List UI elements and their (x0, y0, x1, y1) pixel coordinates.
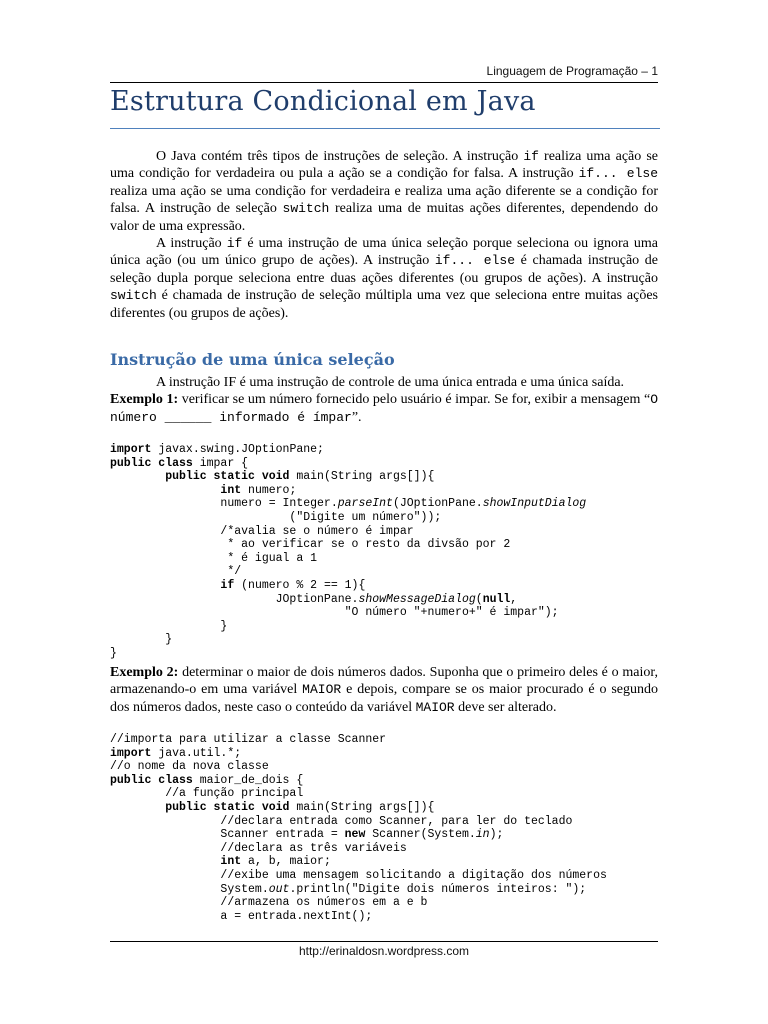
code-line (110, 855, 331, 868)
code-line (110, 470, 434, 483)
code-line (110, 801, 434, 814)
code-token: //exibe uma mensagem solicitando a digitação dos números (110, 868, 607, 882)
code-token: /*avalia se o número é impar (110, 524, 414, 538)
section-intro-paragraph: A instrução IF é uma instrução de controle de uma única entrada e uma única saída. (156, 375, 625, 390)
code-token: (JOptionPane. (392, 497, 483, 511)
inline-code: if (226, 236, 243, 252)
intro-paragraph-1 (110, 148, 658, 235)
text-run: e depois, compare se os maior procurado é o segundo dos números dados, neste caso o conteúdo da variável (110, 682, 659, 715)
code-line (110, 647, 117, 660)
text-run: realiza uma ação se uma condição for verdadeira e realiza uma ação diferente se a condição for falsa. A instrução de seleção (110, 183, 658, 217)
code-token: javax.swing.JOptionPane; (151, 443, 324, 456)
inline-code: MAIOR (302, 682, 342, 698)
code-token (110, 579, 220, 592)
code-token: a, b, maior; (241, 855, 331, 869)
code-token: ); (489, 828, 504, 842)
code-line (110, 579, 365, 592)
code-token (110, 801, 165, 814)
inline-code: MAIOR (415, 699, 455, 715)
code-token: //a função principal (110, 787, 304, 801)
code-token: ( (475, 592, 483, 606)
text-run: A instrução (156, 236, 227, 252)
code-token: */ (110, 565, 242, 579)
code-line (110, 883, 586, 896)
text-run: ”. (351, 409, 362, 425)
code-token: import (110, 443, 152, 456)
code-line (110, 896, 427, 909)
code-line (110, 457, 248, 470)
text-run: é chamada instrução de seleção dupla porque seleciona entre duas ações diferentes (ou grupos de ações). A instrução (110, 253, 659, 286)
code-line (110, 484, 296, 497)
code-line (110, 538, 510, 551)
text-run: deve ser alterado. (454, 699, 557, 715)
text-run: é chamada de instrução de seleção múltipla uma vez que seleciona entre muitas ações diferentes (ou grupos de ações). (110, 288, 658, 321)
title-rule (110, 128, 660, 129)
inline-code: if (523, 149, 539, 164)
code-token: parseInt (337, 497, 393, 511)
code-token: showInputDialog (482, 497, 587, 511)
code-line (110, 815, 572, 828)
code-token: JOptionPane. (110, 592, 359, 606)
example-label: Exemplo 1: (110, 392, 179, 408)
code-token: ("Digite um número")); (110, 510, 442, 524)
code-token: } (110, 633, 173, 647)
footer-rule (110, 941, 658, 942)
intro-text (110, 148, 658, 322)
inline-code: switch (282, 201, 330, 217)
code-token: int (220, 483, 242, 497)
document-title: Estrutura Condicional em Java (110, 86, 536, 117)
text-run: verificar se um número fornecido pelo usuário é impar. Se for, exibir a mensagem “ (178, 392, 651, 408)
code-line (110, 525, 414, 538)
code-token: new (344, 828, 366, 842)
code-token: Scanner(System. (365, 828, 476, 842)
inline-code: O número ______ informado é ímpar (110, 392, 658, 425)
code-line (110, 787, 303, 800)
code-line (110, 593, 517, 606)
code-token: System. (110, 882, 269, 896)
code-line (110, 620, 227, 633)
code-token: public class (110, 773, 193, 787)
code-token: int (220, 855, 242, 869)
code-token: //importa para utilizar a classe Scanner (110, 733, 387, 746)
code-token: Scanner entrada = (110, 828, 345, 842)
section-intro-text (110, 374, 658, 426)
code-block-example-1 (110, 443, 586, 661)
inline-code: switch (110, 288, 157, 304)
code-line (110, 511, 441, 524)
code-token: java.util.*; (151, 746, 242, 760)
text-run: O Java contém três tipos de instruções de seleção. A instrução (156, 149, 524, 164)
code-token: } (110, 646, 117, 660)
code-token: * ao verificar se o resto da divsão por 2 (110, 538, 511, 552)
example-1-paragraph (110, 391, 658, 426)
code-token: (numero % 2 == 1){ (234, 578, 366, 592)
text-run: realiza uma de muitas ações diferentes, dependendo do valor de uma expressão. (110, 201, 659, 234)
code-line (110, 774, 303, 787)
code-token: } (110, 619, 228, 633)
running-header: Linguagem de Programação – 1 (486, 64, 658, 78)
code-token (110, 470, 165, 483)
code-token: if (220, 578, 235, 592)
code-line (110, 552, 317, 565)
code-token: //armazena os números em a e b (110, 896, 428, 910)
code-token: main(String args[]){ (289, 470, 435, 484)
code-token: public static void (165, 470, 290, 484)
code-line (110, 497, 586, 510)
code-token: maior_de_dois { (192, 773, 304, 787)
code-line (110, 828, 503, 841)
inline-code: if... else (434, 253, 516, 269)
code-line (110, 910, 372, 923)
code-token: main(String args[]){ (289, 800, 435, 814)
code-block-example-2 (110, 733, 607, 923)
footer-url: http://erinaldosn.wordpress.com (298, 944, 470, 958)
code-token: , (510, 592, 518, 606)
section-heading: Instrução de uma única seleção (110, 350, 395, 369)
code-token: numero = Integer. (110, 497, 338, 511)
code-token: showMessageDialog (358, 592, 476, 606)
text-run: é uma instrução de uma única seleção porque seleciona ou ignora uma única ação (ou um único grupo de ações). A instrução (110, 236, 658, 269)
code-line (110, 606, 559, 619)
code-token: //declara as três variáveis (110, 841, 407, 855)
text-run: realiza uma ação se uma condição for verdadeira ou pula a ação se a condição for falsa. A instrução (110, 149, 658, 182)
code-line (110, 747, 241, 760)
example-2-text (110, 664, 658, 716)
code-line (110, 565, 241, 578)
code-token: import (110, 746, 152, 760)
code-line (110, 733, 386, 746)
inline-code: if... else (578, 166, 659, 182)
code-token: * é igual a 1 (110, 551, 318, 565)
code-token: in (475, 828, 490, 842)
code-token: a = entrada.nextInt(); (110, 909, 373, 923)
code-token: public class (110, 456, 193, 470)
code-line (110, 633, 172, 646)
text-run: determinar o maior de dois números dados. Suponha que o primeiro deles é o maior, armazenando-o em uma variável (110, 665, 658, 698)
code-line (110, 842, 407, 855)
code-token: numero; (241, 483, 297, 497)
code-line (110, 869, 607, 882)
code-token: out (268, 882, 290, 896)
code-token: public static void (165, 800, 290, 814)
code-token: //o nome da nova classe (110, 760, 269, 774)
header-rule (110, 82, 658, 83)
example-2-paragraph (110, 664, 658, 716)
code-line (110, 760, 269, 773)
code-token: .println("Digite dois números inteiros: "); (289, 882, 587, 896)
code-token: impar { (192, 456, 249, 470)
code-line (110, 443, 324, 456)
code-token: "O número "+numero+" é impar"); (110, 606, 559, 620)
code-token (110, 855, 220, 868)
code-token: null (482, 592, 511, 606)
code-token (110, 484, 220, 497)
intro-paragraph-2 (110, 235, 658, 322)
example-label: Exemplo 2: (110, 665, 179, 680)
code-token: //declara entrada como Scanner, para ler do teclado (110, 814, 573, 828)
